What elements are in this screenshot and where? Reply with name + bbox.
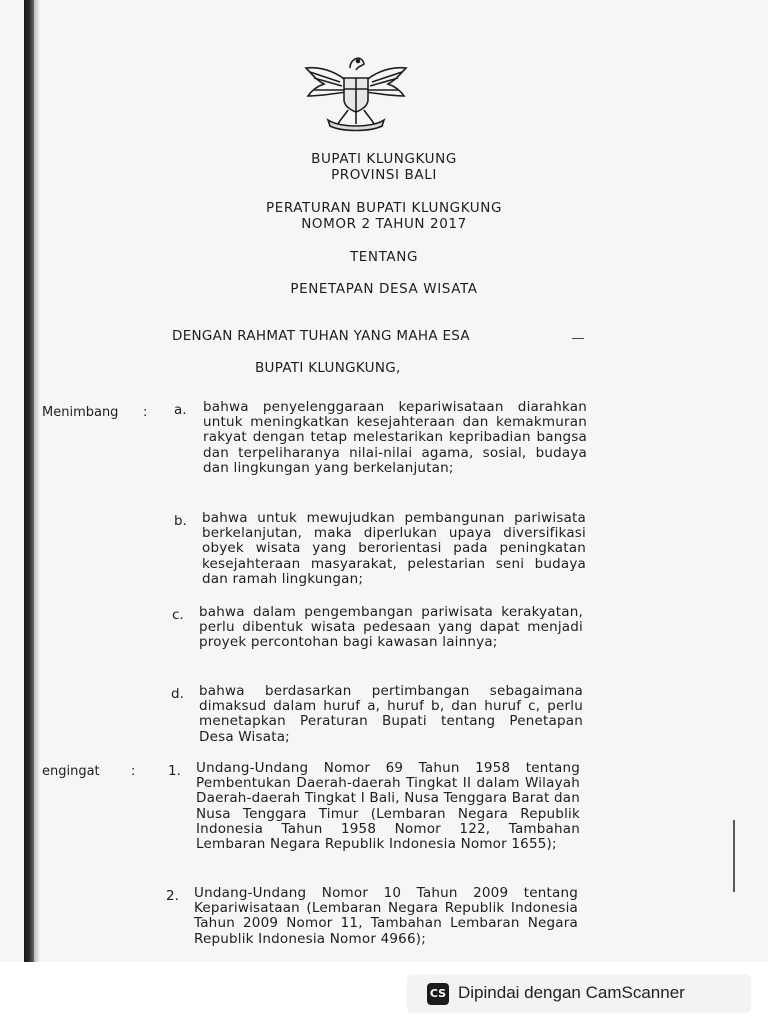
about-heading: TENTANG (349, 249, 419, 265)
invocation: DENGAN RAHMAT TUHAN YANG MAHA ESA (172, 328, 470, 344)
list-item-marker: b. (174, 513, 187, 529)
subject-heading: PENETAPAN DESA WISATA (290, 281, 478, 297)
list-item-text: Undang-Undang Nomor 10 Tahun 2009 tentang Kepariwisataan (Lembaran Negara Republik Indonesia Tahun 2009 Nomor 11, Tambahan Lembaran Negara Republik Indonesia Nomor 4966); (194, 885, 578, 947)
menimbang-colon: : (143, 405, 148, 420)
list-item-marker: 2. (166, 888, 179, 904)
list-item-text: Undang-Undang Nomor 69 Tahun 1958 tentang Pembentukan Daerah-daerah Tingkat II dalam Wilayah Daerah-daerah Tingkat I Bali, Nusa Tenggara Barat dan Nusa Tenggara Timur (Lembaran Negara Republik Indonesia Tahun 1958 Nomor 122, Tambahan Lembaran Negara Republik Indonesia Nomor 1655); (196, 760, 580, 853)
official-title: BUPATI KLUNGKUNG, (255, 360, 401, 376)
camscanner-watermark (408, 976, 750, 1012)
watermark-text: Dipindai dengan CamScanner (458, 983, 685, 1002)
list-item-text: bahwa untuk mewujudkan pembangunan pariwisata berkelanjutan, maka diperlukan upaya diversifikasi obyek wisata yang berorientasi pada peningkatan kesejahteraan masyarakat, pelestarian seni budaya dan ramah lingkungan; (202, 510, 586, 587)
margin-mark (733, 820, 735, 892)
header-line1: BUPATI KLUNGKUNG (311, 151, 457, 167)
header-line2: PROVINSI BALI (331, 167, 437, 183)
mengingat-label: engingat (42, 764, 100, 779)
regulation-title: PERATURAN BUPATI KLUNGKUNG (265, 200, 503, 216)
mengingat-colon: : (131, 764, 136, 779)
list-item-text: bahwa dalam pengembangan pariwisata kerakyatan, perlu dibentuk wisata pedesaan yang dapat menjadi proyek percontohan bagi kawasan lainnya; (199, 604, 583, 651)
garuda-emblem-icon (300, 44, 412, 132)
list-item-text: bahwa berdasarkan pertimbangan sebagaimana dimaksud dalam huruf a, huruf b, dan huruf c, perlu menetapkan Peraturan Bupati tentang Penetapan Desa Wisata; (199, 683, 583, 745)
stray-dash (572, 338, 584, 339)
binding-shadow (34, 0, 40, 962)
list-item-marker: 1. (168, 763, 181, 779)
menimbang-label: Menimbang (42, 405, 119, 420)
camscanner-logo-icon: CS (427, 983, 449, 1005)
list-item-marker: d. (171, 686, 184, 702)
binding-edge (24, 0, 34, 962)
list-item-marker: a. (174, 402, 187, 418)
list-item-text: bahwa penyelenggaraan kepariwisataan diarahkan untuk meningkatkan kesejahteraan dan kemakmuran rakyat dengan tetap melestarikan kepribadian bangsa dan terpeliharanya nilai-nilai agama, sosial, budaya dan lingkungan yang berkelanjutan; (203, 399, 587, 476)
regulation-number: NOMOR 2 TAHUN 2017 (301, 216, 467, 232)
list-item-marker: c. (172, 607, 184, 623)
